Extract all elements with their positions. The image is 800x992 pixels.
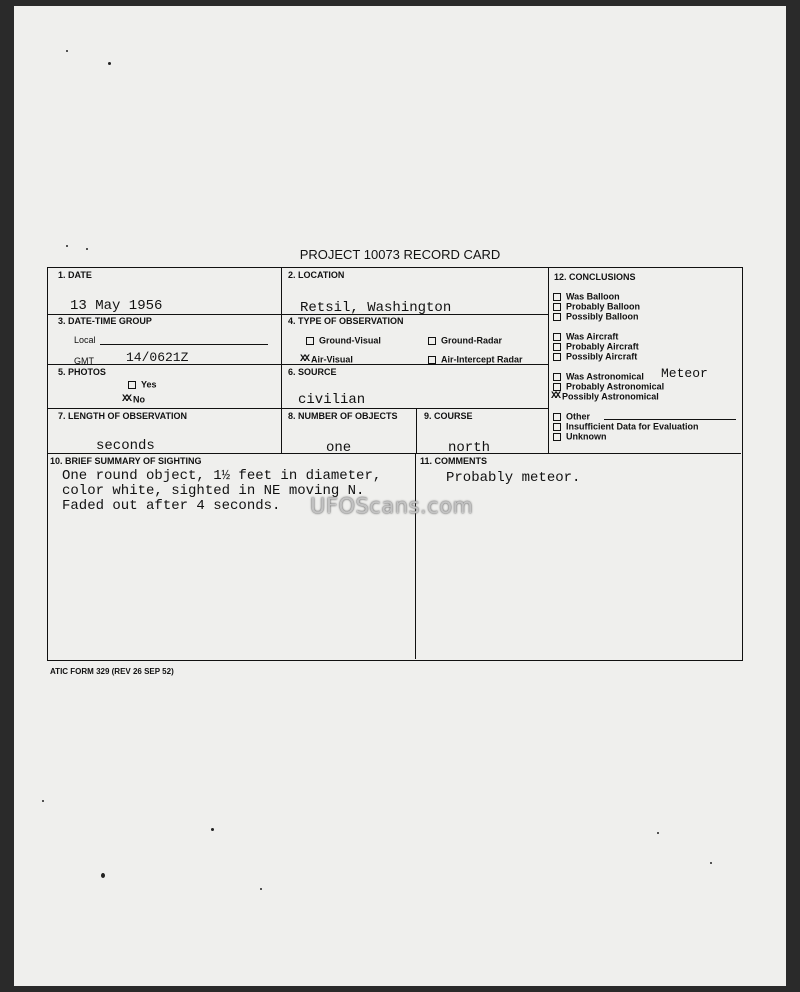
summary-line-3: Faded out after 4 seconds.: [62, 498, 281, 514]
type-option-ground-visual[interactable]: Ground-Visual: [306, 335, 381, 346]
date-value: 13 May 1956: [70, 298, 163, 314]
typed-x-check: XX: [551, 391, 560, 403]
checkbox-icon: [553, 433, 561, 441]
scan-speck: [42, 800, 44, 802]
typed-x-check: XX: [122, 394, 131, 406]
checkbox-icon: [553, 313, 561, 321]
dtg-gmt-value: 14/0621Z: [126, 350, 189, 365]
checkbox-icon: [553, 413, 561, 421]
col-divider-course: [416, 408, 417, 453]
conclusions-label: 12. CONCLUSIONS: [554, 272, 636, 282]
row-divider-3: [47, 408, 549, 409]
conclusion-other[interactable]: Other: [553, 411, 590, 422]
number-label: 8. NUMBER OF OBJECTS: [288, 411, 398, 421]
comments-label: 11. COMMENTS: [420, 456, 488, 466]
watermark: UFOScans.com: [310, 494, 474, 518]
checkbox-icon: [428, 356, 436, 364]
summary-label: 10. BRIEF SUMMARY OF SIGHTING: [50, 456, 202, 466]
date-label: 1. DATE: [58, 270, 92, 280]
scan-speck: [66, 50, 68, 52]
summary-line-2: color white, sighted in NE moving N.: [62, 483, 365, 499]
type-option-ground-radar[interactable]: Ground-Radar: [428, 335, 502, 346]
photos-yes-option[interactable]: Yes: [128, 379, 157, 390]
scan-speck: [101, 873, 105, 878]
scan-speck: [710, 862, 712, 864]
checkbox-icon: [128, 381, 136, 389]
card-title: PROJECT 10073 RECORD CARD: [299, 247, 501, 262]
photos-label: 5. PHOTOS: [58, 367, 106, 377]
type-label: 4. TYPE OF OBSERVATION: [288, 316, 404, 326]
course-value: north: [448, 440, 491, 456]
checkbox-icon: [553, 373, 561, 381]
checkbox-icon: [428, 337, 436, 345]
length-value: seconds: [96, 438, 155, 454]
comments-value: Probably meteor.: [446, 470, 581, 486]
conclusion-possibly-astronomical[interactable]: XX Possibly Astronomical: [551, 391, 659, 403]
location-value: Retsil, Washington: [300, 300, 452, 316]
conclusion-possibly-aircraft[interactable]: Possibly Aircraft: [553, 351, 637, 362]
scan-speck: [86, 248, 88, 250]
checkbox-icon: [553, 353, 561, 361]
checkbox-icon: [553, 333, 561, 341]
source-label: 6. SOURCE: [288, 367, 337, 377]
conclusion-handwritten-note: Meteor: [661, 366, 708, 381]
scan-speck: [108, 62, 111, 65]
row-divider-1: [47, 314, 549, 315]
checkbox-icon: [553, 303, 561, 311]
conclusion-was-aircraft[interactable]: Was Aircraft: [553, 331, 618, 342]
conclusion-insufficient-data[interactable]: Insufficient Data for Evaluation: [553, 421, 699, 432]
type-option-air-intercept-radar[interactable]: Air-Intercept Radar: [428, 354, 523, 365]
scan-speck: [260, 888, 262, 890]
dtg-local-label: Local: [74, 335, 96, 345]
source-value: civilian: [298, 392, 366, 408]
col-divider-summary: [415, 453, 416, 659]
conclusion-probably-astronomical[interactable]: Probably Astronomical: [553, 381, 664, 392]
scan-speck: [211, 828, 214, 831]
col-divider-conclusions: [548, 267, 549, 453]
dtg-local-line: [100, 344, 268, 345]
course-label: 9. COURSE: [424, 411, 473, 421]
conclusion-was-astronomical[interactable]: Was Astronomical: [553, 371, 644, 382]
checkbox-icon: [553, 293, 561, 301]
conclusion-probably-balloon[interactable]: Probably Balloon: [553, 301, 640, 312]
summary-line-1: One round object, 1½ feet in diameter,: [62, 468, 382, 484]
location-label: 2. LOCATION: [288, 270, 345, 280]
conclusion-other-line: [604, 419, 736, 420]
type-option-air-visual[interactable]: XX Air-Visual: [300, 354, 353, 366]
checkbox-icon: [553, 383, 561, 391]
checkbox-icon: [553, 423, 561, 431]
conclusion-unknown[interactable]: Unknown: [553, 431, 607, 442]
form-footer: ATIC FORM 329 (REV 26 SEP 52): [50, 667, 174, 676]
length-label: 7. LENGTH OF OBSERVATION: [58, 411, 188, 421]
photos-no-option[interactable]: XX No: [122, 394, 146, 406]
checkbox-icon: [306, 337, 314, 345]
col-divider-a: [281, 267, 282, 453]
conclusion-was-balloon[interactable]: Was Balloon: [553, 291, 620, 302]
dtg-gmt-label: GMT: [74, 356, 94, 366]
scan-speck: [66, 245, 68, 247]
conclusion-possibly-balloon[interactable]: Possibly Balloon: [553, 311, 639, 322]
scan-speck: [657, 832, 659, 834]
typed-x-check: XX: [300, 354, 309, 366]
checkbox-icon: [553, 343, 561, 351]
dtg-label: 3. DATE-TIME GROUP: [58, 316, 152, 326]
number-value: one: [326, 440, 352, 456]
record-card-page: [14, 6, 786, 986]
conclusion-probably-aircraft[interactable]: Probably Aircraft: [553, 341, 639, 352]
